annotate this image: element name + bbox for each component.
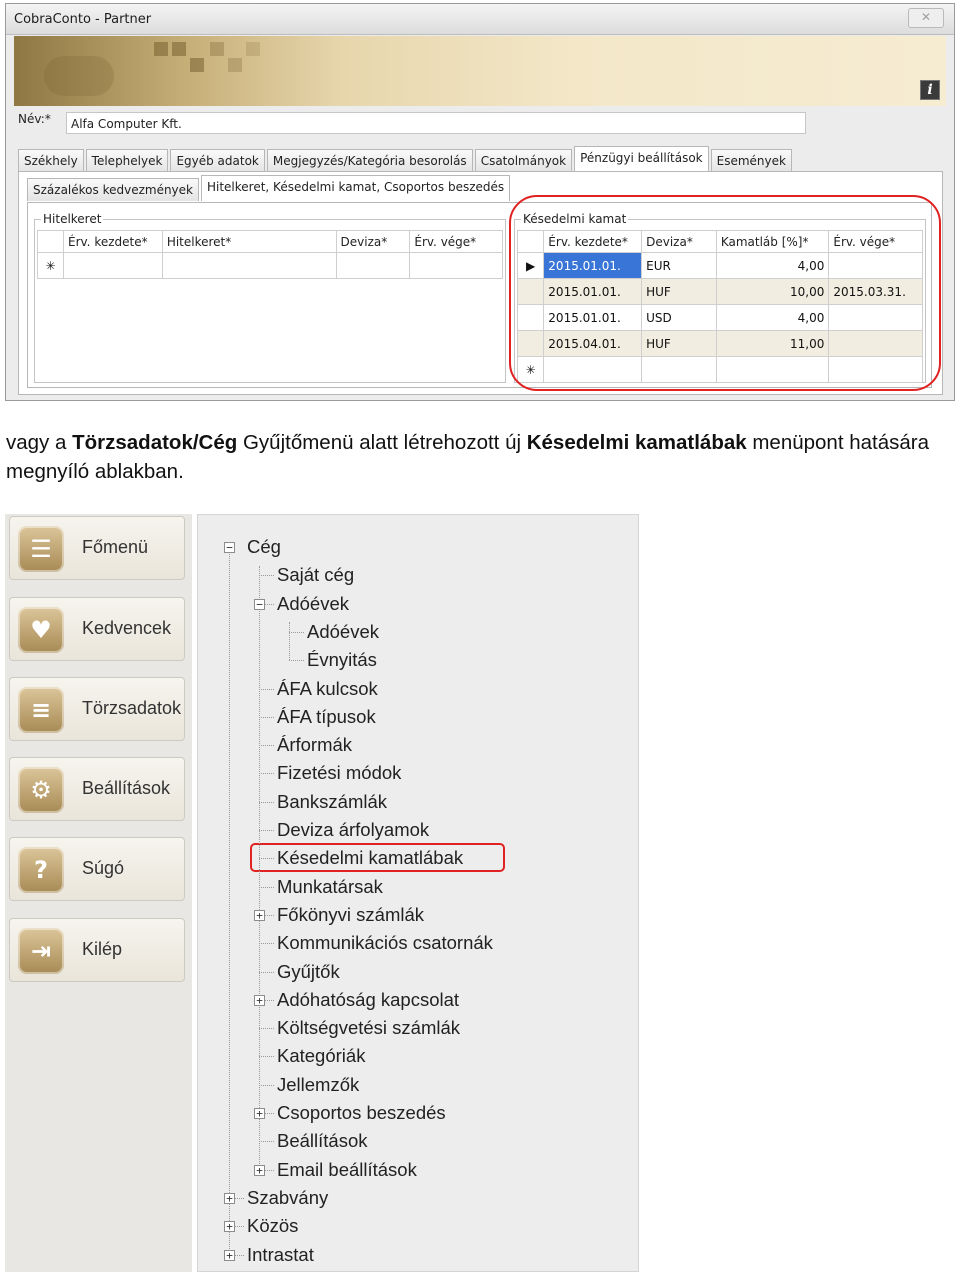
tab-csatolmanyok[interactable]: Csatolmányok (475, 149, 572, 172)
tree-connector (289, 660, 304, 661)
late-cell-end[interactable] (829, 253, 923, 279)
tree-item[interactable]: Adóhatóság kapcsolat (277, 988, 460, 1010)
expand-icon[interactable]: + (254, 1108, 265, 1119)
late-interest-group (514, 212, 926, 383)
credit-cell[interactable] (64, 253, 163, 279)
tab-egyeb-adatok[interactable]: Egyéb adatok (170, 149, 264, 172)
tree-item[interactable]: Csoportos beszedés (277, 1102, 446, 1123)
new-row-icon: ✳ (38, 253, 64, 279)
credit-cell[interactable] (336, 253, 410, 279)
tree-connector (259, 1056, 274, 1057)
menu-button-label: Kilép (82, 939, 123, 959)
expand-icon[interactable]: + (224, 1250, 235, 1261)
late-cell-start[interactable]: 2015.01.01. (544, 253, 642, 279)
tree-item[interactable]: ÁFA típusok (277, 705, 376, 727)
caption-bold-path: Törzsadatok/Cég (72, 431, 238, 454)
tree-connector (229, 552, 230, 1255)
close-icon[interactable]: ✕ (908, 8, 944, 28)
late-header-rate[interactable]: Kamatláb [%]* (716, 231, 829, 253)
late-cell-start[interactable] (544, 357, 642, 383)
tree-item[interactable]: Késedelmi kamatlábak (277, 847, 464, 869)
tree-item[interactable]: Intrastat (247, 1243, 314, 1265)
late-cell-rate[interactable]: 4,00 (716, 253, 829, 279)
main-tabs (18, 149, 794, 171)
credit-header-currency[interactable]: Deviza* (336, 231, 410, 253)
credit-cell[interactable] (162, 253, 336, 279)
gear-icon: ⚙ (18, 767, 64, 813)
menu-button-kedvencek[interactable] (9, 597, 185, 661)
tree-item[interactable]: Gyűjtők (277, 960, 340, 982)
menu-button-label: Főmenü (82, 537, 149, 557)
late-cell-rate[interactable]: 10,00 (716, 279, 829, 305)
credit-late-interest-page (27, 202, 932, 388)
credit-header-limit[interactable]: Hitelkeret* (162, 231, 336, 253)
late-cell-end[interactable] (829, 331, 923, 357)
tree-item[interactable]: Munkatársak (277, 875, 383, 897)
tree-connector (259, 717, 274, 718)
menu-button-label: Kedvencek (82, 618, 172, 638)
table-row[interactable] (518, 305, 923, 331)
tree-connector (259, 745, 274, 746)
heart-icon: ♥ (18, 607, 64, 653)
table-row[interactable] (518, 253, 923, 279)
menu-button-label: Törzsadatok (82, 698, 182, 718)
window-title: CobraConto - Partner (14, 12, 152, 27)
caption-text: vagy a Törzsadatok/Cég Gyűjtőmenü alatt létrehozott új Késedelmi kamatlábak menüpont hatására megnyíló ablakban. (6, 431, 930, 483)
menu-button-t-rzsadatok[interactable] (9, 677, 185, 741)
help-icon: ? (18, 847, 64, 893)
collapse-icon[interactable]: − (224, 542, 235, 553)
partner-window (5, 3, 955, 401)
sub-tabs (27, 178, 512, 201)
credit-header-end[interactable]: Érv. vége* (410, 231, 503, 253)
tree-connector (259, 1085, 274, 1086)
tree-item[interactable]: Bankszámlák (277, 790, 388, 812)
exit-icon: ⇥ (18, 928, 64, 974)
tree-item[interactable]: ÁFA kulcsok (277, 677, 378, 699)
window-titlebar (6, 4, 954, 35)
tab-szekhely[interactable]: Székhely (18, 149, 84, 172)
late-cell-currency[interactable]: HUF (642, 331, 717, 357)
tree-connector (259, 858, 274, 859)
new-row-icon: ✳ (518, 357, 544, 383)
menu-button-f-men-[interactable] (9, 516, 185, 580)
late-cell-start[interactable]: 2015.04.01. (544, 331, 642, 357)
tree-item[interactable]: Kommunikációs csatornák (277, 932, 493, 954)
menu-button-label: Súgó (82, 858, 125, 878)
tree-item[interactable]: Adóévek (307, 620, 379, 642)
tree-item[interactable]: Árformák (277, 734, 353, 756)
tree-item[interactable]: Jellemzők (277, 1073, 360, 1095)
late-cell-currency[interactable]: HUF (642, 279, 717, 305)
late-header-currency[interactable]: Deviza* (642, 231, 717, 253)
tree-connector (259, 802, 274, 803)
tab-megjegyzes[interactable]: Megjegyzés/Kategória besorolás (267, 149, 473, 172)
tree-item[interactable]: Adóévek (277, 592, 349, 614)
tree-icon: ☰ (18, 526, 64, 572)
tree-item[interactable]: Saját cég (277, 564, 355, 586)
tree-connector (259, 566, 260, 1170)
late-cell-rate[interactable]: 4,00 (716, 305, 829, 331)
tree-connector (259, 575, 274, 576)
menu-button-be-ll-t-sok[interactable] (9, 757, 185, 821)
late-header-start[interactable]: Érv. kezdete* (544, 231, 642, 253)
tree-item[interactable]: Fizetési módok (277, 762, 402, 784)
tab-esemenyek[interactable]: Események (711, 149, 792, 172)
collapse-icon[interactable]: − (254, 599, 265, 610)
tree-item[interactable]: Közös (247, 1215, 299, 1237)
late-cell-rate[interactable]: 11,00 (716, 331, 829, 357)
credit-group (34, 212, 506, 383)
info-icon[interactable]: i (920, 80, 940, 100)
late-interest-grid (517, 230, 923, 383)
tree-connector (259, 1141, 274, 1142)
table-row[interactable] (518, 279, 923, 305)
caption-bold-menu: Késedelmi kamatlábak (526, 431, 747, 454)
tab-telephelyek[interactable]: Telephelyek (86, 149, 169, 172)
late-interest-legend: Késedelmi kamat (523, 212, 627, 226)
tree-connector (259, 943, 274, 944)
menu-button-label: Beállítások (82, 778, 171, 798)
late-cell-currency[interactable]: USD (642, 305, 717, 331)
tree-item[interactable]: Beállítások (277, 1130, 368, 1152)
expand-icon[interactable]: + (254, 910, 265, 921)
tree-connector (259, 830, 274, 831)
tree-item[interactable]: Szabvány (247, 1186, 329, 1208)
late-cell-currency[interactable]: EUR (642, 253, 717, 279)
expand-icon[interactable]: + (224, 1193, 235, 1204)
tree-item[interactable]: Kategóriák (277, 1045, 366, 1067)
tree-connector (259, 773, 274, 774)
tree-item[interactable]: Költségvetési számlák (277, 1017, 461, 1039)
table-row[interactable] (518, 357, 923, 383)
document-icon: ≡ (18, 687, 64, 733)
name-input[interactable]: Alfa Computer Kft. (66, 112, 806, 134)
tab-szazalekos-kedvezmenyek[interactable]: Százalékos kedvezmények (27, 178, 199, 201)
name-label: Név:* (18, 112, 51, 126)
late-cell-start[interactable]: 2015.01.01. (544, 305, 642, 331)
menu-button-kil-p[interactable] (9, 918, 185, 982)
late-header-end[interactable]: Érv. vége* (829, 231, 923, 253)
credit-cell[interactable] (410, 253, 503, 279)
tab-hitelkeret[interactable]: Hitelkeret, Késedelmi kamat, Csoportos beszedés (201, 175, 510, 201)
credit-grid (37, 230, 503, 279)
menu-button-s-g-[interactable] (9, 837, 185, 901)
window-banner (14, 36, 946, 106)
financial-settings-page (18, 171, 943, 395)
late-cell-rate[interactable] (716, 357, 829, 383)
expand-icon[interactable]: + (224, 1221, 235, 1232)
late-cell-start[interactable]: 2015.01.01. (544, 279, 642, 305)
tree-connector (289, 622, 290, 660)
tree-item[interactable]: Főkönyvi számlák (277, 903, 425, 925)
expand-icon[interactable]: + (254, 995, 265, 1006)
tree-connector (289, 632, 304, 633)
tree-item[interactable]: Deviza árfolyamok (277, 819, 430, 840)
tree-item[interactable]: Email beállítások (277, 1158, 417, 1180)
credit-header-start[interactable]: Érv. kezdete* (64, 231, 163, 253)
late-cell-end[interactable] (829, 357, 923, 383)
tree-connector (259, 972, 274, 973)
tree-item[interactable]: Cég (247, 536, 281, 557)
expand-icon[interactable]: + (254, 1165, 265, 1176)
tree-connector (259, 887, 274, 888)
late-cell-end[interactable]: 2015.03.31. (829, 279, 923, 305)
late-cell-currency[interactable] (642, 357, 717, 383)
tree-connector (259, 689, 274, 690)
current-row-icon: ▶ (518, 253, 544, 279)
tab-penzugyi-beallitasok[interactable]: Pénzügyi beállítások (574, 146, 709, 172)
credit-legend: Hitelkeret (43, 212, 102, 226)
late-cell-end[interactable] (829, 305, 923, 331)
tree-item[interactable]: Évnyitás (307, 649, 377, 671)
tree-connector (259, 1028, 274, 1029)
table-row[interactable] (518, 331, 923, 357)
